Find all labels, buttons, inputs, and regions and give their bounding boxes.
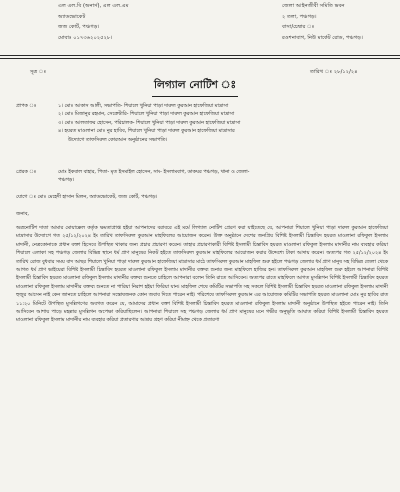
sender-section xyxy=(16,168,394,185)
advocate-info xyxy=(58,3,208,45)
sender-line: পঞ্চগড়। xyxy=(58,177,75,184)
sender-label: প্রেরক ঃ xyxy=(16,169,37,175)
recipient-line: ৩। মোঃ আলতাফর হোসেন, পরিচালক- শিয়ালে খুনিয়া পাড়া দারুল কুরআন হাফেজিয়া মাদ্রাসা xyxy=(58,119,241,126)
notice-title: লিগ্যাল নোটিশ ঃ xyxy=(152,78,238,97)
recipient-line: ১। মোঃ আকাস আলী, সভাপতি- শিয়ালে খুনিয়া পাড়া দারুল কুরআন হাফেজিয়া মাদ্রাসা xyxy=(58,103,229,109)
notice-date: তারিখ ঃ ২৮/১২/২৪ xyxy=(310,69,358,75)
header-right-line: বাসা/চেম্বার ঃ xyxy=(282,24,315,30)
recipient-line: ২। মোঃ মিজানুর রহমান, সেক্রেটারি- শিয়ালে খুনিয়া পাড়া দারুল কুরআন হাফেজিয়া মাদ্রাসা xyxy=(58,111,235,118)
header-left-line: অ্যাডভোকেট xyxy=(58,13,86,20)
header-right-line: ২ তলা, পঞ্চগড়। xyxy=(282,13,317,20)
recipient-line: উদ্যোগে তাফসিরুল কোরআন অনুষ্ঠানের সভাপতি। xyxy=(68,136,168,143)
body-paragraph: অত্রনোটিশ দাতা আমার মোয়াক্কেল কর্তৃক ক্ষমতাপ্রাপ্ত হইয়া আপনাদের বরাবরে এই মর্মে লিগ্যাল নোটিশ প্রেরণ করা যাইতেছে যে, আপনারা শিয়ালে খুনিয়া পাড়া দারুল কুরআন হাফেজিয়া মাদ্রাসার উদ্যোগে গত ২৫/১২/২০২৪ ইং তারিখ তাফসিরুল কুরআন মাহফিলের আয়োজন করেন। উক্ত অনুষ্ঠানে দেশের জনপ্রিয় বিশিষ্ট ইসলামী চিন্তাবিদ হযরত মাওলানা রফিকুল ইসলাম মাদানী, নেত্রকোনাকে প্রধান বক্তা হিসেবে উপস্থিত থাকার জন্য প্রচার প্রচারণা করেন। তাহার প্রচারণাকারী বিশিষ্ট ইসলামী চিন্তাবিদ হযরত মাওলানা রফিকুল ইসলাম মাদানীর নাম ব্যবহার করিয়া শিয়ালে এলাকা সহ পঞ্চগড় জেলার বিভিন্ন স্থানে ধর্ম প্রাণ মানুষের নিকট হইতে তাফসিরুল কুরআন মাহফিলের আয়োজন করার উদ্দেশ্যে টাকা আদায় করেন। অত্যপর গত ২৫/১২/২০২৪ ইং তারিখ রোজ বুধবার সময় বাদ আছর শিয়ালে খুনিয়া পাড়া দারুল কুরআন হাফেজিয়া মাদ্রাসার মাঠে তাফসিরুল কুরআন মাহফিল শুরু হইলে পঞ্চগড় জেলার ধর্ম প্রাণ মানুষ সহ বিভিন্ন জেলা থেকে আগত ধর্ম প্রাণ ভাইয়েরা বিশিষ্ট ইসলামী চিন্তাবিদ হযরত মাওলানা রফিকুল ইসলাম মাদানীর বক্তব্য শুনার জন্য মাহফিলে হাজির হন। তাফসিরুল কুরআন মাহফিল শুরু হইলে আপনারা বিশিষ্ট ইসলামী চিন্তাবিদ হযরত মাওলানা রফিকুল ইসলাম মাদানীর বক্তব্য শুনতে চাহিলে আপনারা বলেন তিনি রাতে আসিবেন। অত্যপর রাতে মাহফিলে আগত মুসল্লিগন বিশিষ্ট ইসলামী চিন্তাবিদ হযরত মাওলানা রফিকুল ইসলাম মাদানীর বক্তব্য শুনতে না পারিয়া নিরাশ হইয়া ফিরিয়া যান। মাহফিল শেষে কমিটির সভাপতি সহ সকলে বিশিষ্ট ইসলামী চিন্তাবিদ হযরত মাওলানা রফিকুল ইসলাম মাদানী হুজুর আসেন নাই কেন জানতে চাহিলে আপনারা সন্তোষজনক কোন জবাব দিতে পারেন নাই। পরিশেষে তাফসিরুল কুরআন এর আয়োজক কমিটির সভাপতি হযরত মাওলানা মোঃ নুর হাবিব রাত ১১:২০ মিনিটে উপস্থিত মুসল্লিগণের অবগত করেন যে, আমাদের প্রধান বক্তা বিশিষ্ট ইসলামী চিন্তাবিদ হযরত মাওলানা রফিকুল ইসলাম মাদানী অনুষ্ঠানে উপস্থিত হইতে পারেন নাই। তিনি আসিবেন আশায় পাড়ে মহল্লার মুসল্লিগন অপেক্ষা করিয়াছিলেন। আপনারা শিয়ালে সহ পঞ্চগড় জেলার ধর্ম প্রাণ মানুষের মনে গভীর অনুভূতি আঘাত করিয়া বিশিষ্ট ইসলামী চিন্তাবিদ হযরত মাওলানা রফিকুল ইসলাম মাদানীর নাম ব্যবহার করিয়া প্রতারণার আশ্রয় গ্রহণ করিয়া নীমাহ্ন থেকে প্রতারণা xyxy=(16,225,388,324)
reference-label: সূত্র ঃ xyxy=(30,69,47,75)
header-left-line: এল এল.বি (অনার্স), এল এল.এম xyxy=(58,3,129,9)
header-left-line: জজ কোর্ট, পঞ্চগড়। xyxy=(58,24,100,30)
header-right-line: রওশনাবাগ, নিউ মার্কেট রোড, পঞ্চগড়। xyxy=(282,34,363,41)
sender-line: মোঃ ইকবাল বাহার, পিতা- মৃত ইসমাইল হোসেন, সাং- ইসলামবাগ, ডাকঘর পঞ্চগড়, থানা ও জেলা- xyxy=(58,169,250,175)
salutation: জনাব, xyxy=(16,211,29,217)
recipient-line: ৪। হযরত মাওলানা মোঃ নুর হাবিব, শিয়ালে খুনিয়া পাড়া দারুল কুরআন হাফেজিয়া মাদ্রাসার xyxy=(58,128,235,135)
recipients-section xyxy=(16,102,394,144)
header-divider-thin xyxy=(0,58,400,59)
header-left-line: মোবাঃ ০১৭৩৬২০২৫২৮। xyxy=(58,34,113,41)
header-divider xyxy=(0,55,400,56)
via-advocate: যোগে ঃ মোঃ মেহেদী হাসান মিলন, অ্যাডভোকেট, জজ কোর্ট, পঞ্চগড়। xyxy=(16,194,158,200)
notice-body xyxy=(16,224,388,325)
header-right-line: জেলা আইনজীবী সমিতি ভবন xyxy=(282,3,345,9)
chamber-address xyxy=(282,3,398,45)
recipients-label: প্রাপক ঃ xyxy=(16,103,37,109)
